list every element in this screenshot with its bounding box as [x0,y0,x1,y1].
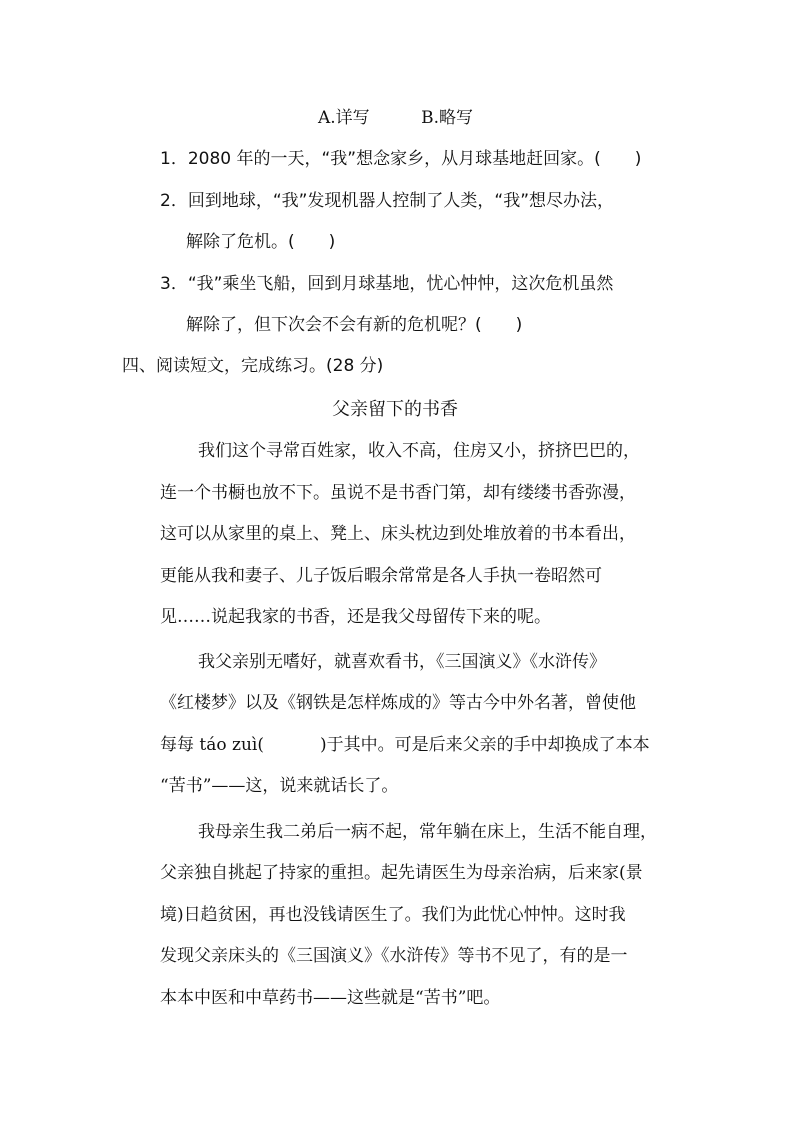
question-1: 1．2080 年的一天，“我”想念家乡，从月球基地赶回家。( ) [160,149,642,169]
paragraph-1-line-4: 更能从我和妻子、儿子饭后暇余常常是各人手执一卷昭然可 [160,566,602,586]
answer-options [318,106,473,130]
paragraph-2-line-3 [160,733,650,757]
section-heading: 四、阅读短文，完成练习。(28 分) [122,356,384,376]
paragraph-3-line-1: 我母亲生我二弟后一病不起，常年躺在床上，生活不能自理， [198,822,657,842]
pinyin-prompt-tail: )于其中。可是后来父亲的手中却换成了本本 [319,735,650,755]
question-2-line-2: 解除了危机。( ) [186,232,336,252]
paragraph-2-line-2: 《红楼梦》以及《钢铁是怎样炼成的》等古今中外名著，曾使他 [160,693,636,713]
paragraph-3-line-4: 发现父亲床头的《三国演义》《水浒传》等书不见了，有的是一 [160,946,628,966]
question-3-line-1: 3．“我”乘坐飞船，回到月球基地，忧心忡忡，这次危机虽然 [160,274,614,294]
pinyin-prompt: 每每 táo zuì( [160,735,264,755]
paragraph-1-line-5: 见……说起我家的书香，还是我父母留传下来的呢。 [160,607,551,627]
question-3-line-2: 解除了，但下次会不会有新的危机呢？( ) [186,315,523,335]
paragraph-2-line-1: 我父亲别无嗜好，就喜欢看书，《三国演义》《水浒传》 [198,652,606,672]
paragraph-1-line-1: 我们这个寻常百姓家，收入不高，住房又小，挤挤巴巴的， [198,441,640,461]
option-b: B.略写 [421,108,473,128]
paragraph-1-line-2: 连一个书橱也放不下。虽说不是书香门第，却有缕缕书香弥漫， [160,483,636,503]
paragraph-2-line-4: “苦书”——这，说来就话长了。 [160,776,399,796]
paragraph-1-line-3: 这可以从家里的桌上、凳上、床头枕边到处堆放着的书本看出， [160,524,636,544]
paragraph-3-line-3: 境)日趋贫困，再也没钱请医生了。我们为此忧心忡忡。这时我 [160,905,626,925]
article-title: 父亲留下的书香 [332,399,458,420]
question-2-line-1: 2．回到地球，“我”发现机器人控制了人类，“我”想尽办法， [160,191,615,211]
paragraph-3-line-2: 父亲独自挑起了持家的重担。起先请医生为母亲治病，后来家(景 [160,863,643,883]
option-a: A.详写 [318,108,370,128]
paragraph-3-line-5: 本本中医和中草药书——这些就是“苦书”吧。 [160,988,501,1008]
